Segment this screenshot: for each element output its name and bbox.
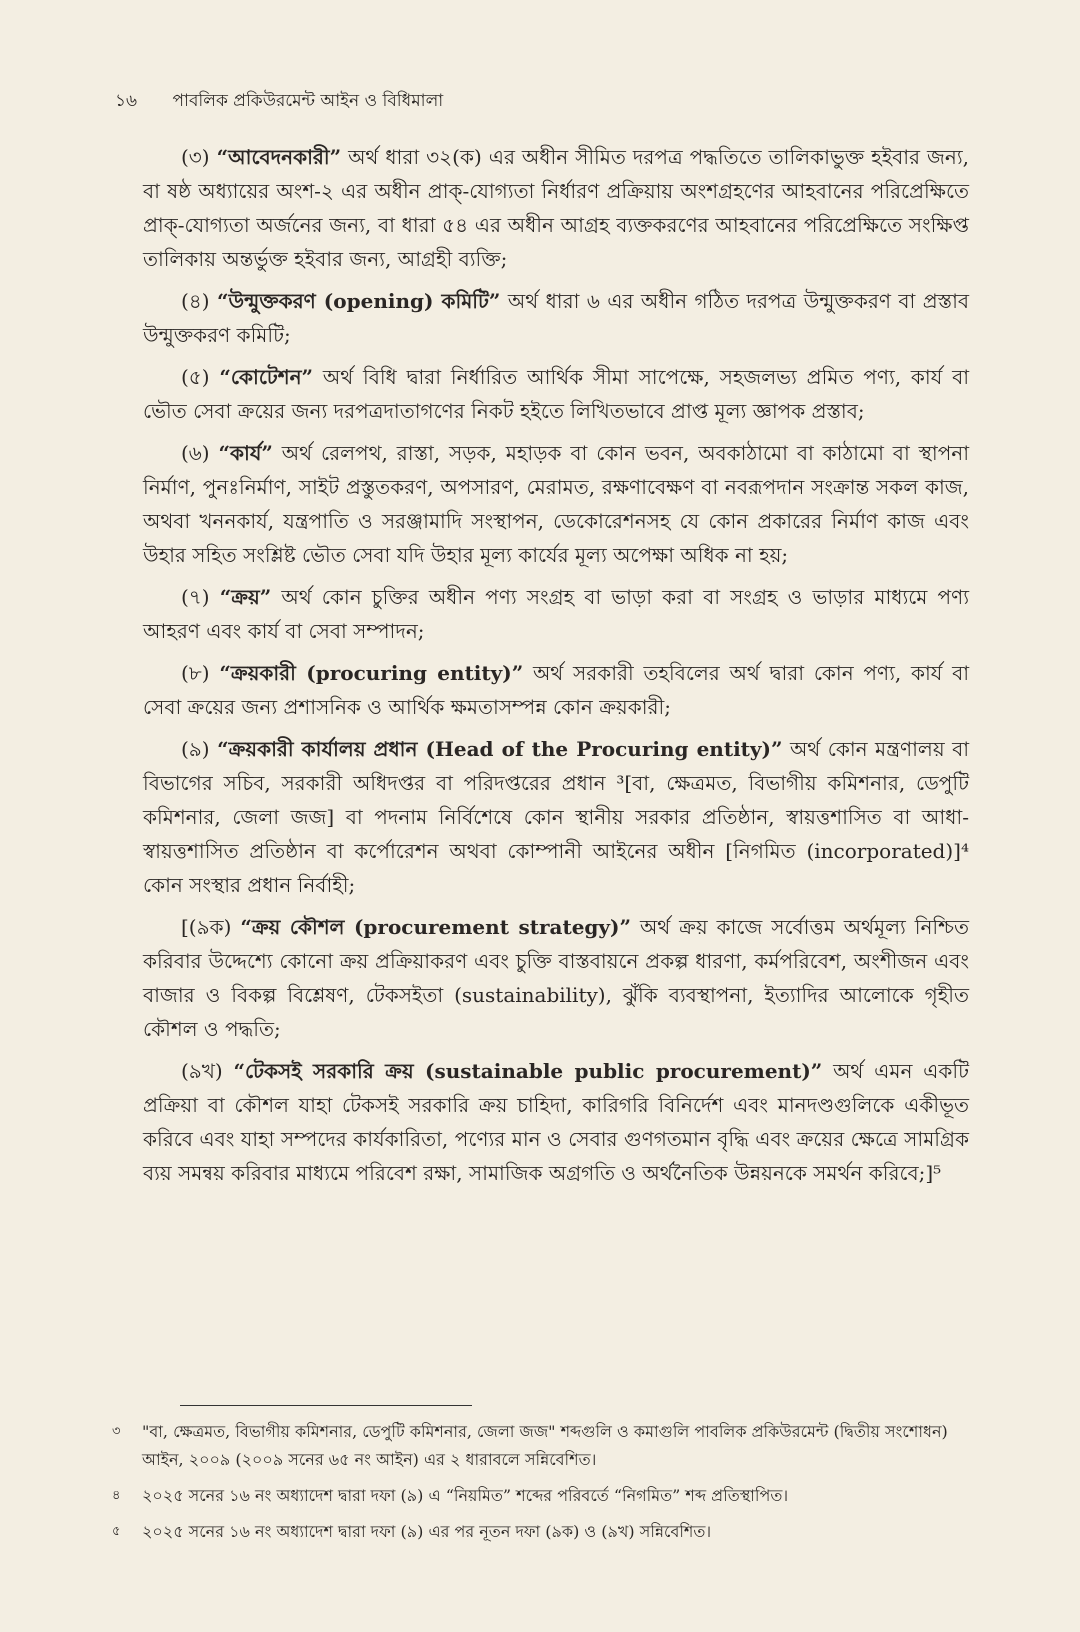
running-header [115,88,443,116]
defined-term: “ক্রয়” [219,585,272,609]
footnote-divider [180,1405,472,1406]
footnote-number: ৩ [112,1424,121,1439]
definition-8 [143,656,969,724]
footnote-number: ৫ [112,1524,121,1539]
definition-text: অর্থ রেলপথ, রাস্তা, সড়ক, মহাড়ক বা কোন ভবন, অবকাঠামো বা কাঠামো বা স্থাপনা নির্মাণ, পুনঃনির্মাণ, সাইট প্রস্তুতকরণ, অপসারণ, মেরামত, রক্ষণাবেক্ষণ বা নবরূপদান সংক্রান্ত সকল কাজ, অথবা খননকার্য, যন্ত্রপাতি ও সরঞ্জামাদি সংস্থাপন, ডেকোরেশনসহ যে কোন প্রকারের নির্মাণ কাজ এবং উহার সহিত সংশ্লিষ্ট ভৌত সেবা যদি উহার মূল্য কার্যের মূল্য অপেক্ষা অধিক না হয়; [143,441,970,567]
clause-number: (৯খ) [181,1059,223,1083]
clause-number: (৩) [181,145,210,169]
defined-term: “টেকসই সরকারি ক্রয় (sustainable public procurement)” [233,1059,823,1083]
footnote-text: "বা, ক্ষেত্রমত, বিভাগীয় কমিশনার, ডেপুটি কমিশনার, জেলা জজ" শব্দগুলি ও কমাগুলি পাবলিক প্রকিউরমেন্ট (দ্বিতীয় সংশোধন) আইন, ২০০৯ (২০০৯ সনের ৬৫ নং আইন) এর ২ ধারাবলে সন্নিবেশিত। [142,1422,948,1469]
clause-number: (৪) [181,289,210,313]
footnote [112,1418,972,1474]
clause-number: (৭) [181,585,210,609]
footnote [112,1482,972,1510]
definition-text: অর্থ এমন একটি প্রক্রিয়া বা কৌশল যাহা টেকসই সরকারি ক্রয় চাহিদা, কারিগরি বিনির্দেশ এবং মানদণ্ডগুলিকে একীভূত করিবে এবং যাহা সম্পদের কার্যকারিতা, পণ্যের মান ও সেবার গুণগতমান বৃদ্ধি এবং ক্রয়ের ক্ষেত্রে সামগ্রিক ব্যয় সমন্বয় করিবার মাধ্যমে পরিবেশ রক্ষা, সামাজিক অগ্রগতি ও অর্থনৈতিক উন্নয়নকে সমর্থন করিবে;]⁵ [143,1059,970,1185]
definition-text: অর্থ সরকারী তহবিলের অর্থ দ্বারা কোন পণ্য, কার্য বা সেবা ক্রয়ের জন্য প্রশাসনিক ও আর্থিক ক্ষমতাসম্পন্ন কোন ক্রয়কারী; [143,661,969,719]
definition-text: অর্থ কোন চুক্তির অধীন পণ্য সংগ্রহ বা ভাড়া করা বা সংগ্রহ ও ভাড়ার মাধ্যমে পণ্য আহরণ এবং কার্য বা সেবা সম্পাদন; [143,585,970,643]
defined-term: “আবেদনকারী” [216,145,342,169]
definition-text: অর্থ ধারা ৬ এর অধীন গঠিত দরপত্র উন্মুক্তকরণ বা প্রস্তাব উন্মুক্তকরণ কমিটি; [143,289,969,347]
definition-text: অর্থ ধারা ৩২(ক) এর অধীন সীমিত দরপত্র পদ্ধতিতে তালিকাভুক্ত হইবার জন্য, বা ষষ্ঠ অধ্যায়ের অংশ-২ এর অধীন প্রাক্-যোগ্যতা নির্ধারণ প্রক্রিয়ায় অংশগ্রহণের আহবানের পরিপ্রেক্ষিতে প্রাক্-যোগ্যতা অর্জনের জন্য, বা ধারা ৫৪ এর অধীন আগ্রহ ব্যক্তকরণের আহবানের পরিপ্রেক্ষিতে সংক্ষিপ্ত তালিকায় অন্তর্ভুক্ত হইবার জন্য, আগ্রহী ব্যক্তি; [143,145,969,271]
definition-3 [143,140,969,276]
definition-text: অর্থ বিধি দ্বারা নির্ধারিত আর্থিক সীমা সাপেক্ষে, সহজলভ্য প্রমিত পণ্য, কার্য বা ভৌত সেবা ক্রয়ের জন্য দরপত্রদাতাগণের নিকট হইতে লিখিতভাবে প্রাপ্ত মূল্য জ্ঞাপক প্রস্তাব; [143,365,969,423]
definition-text: অর্থ কোন মন্ত্রণালয় বা বিভাগের সচিব, সরকারী অধিদপ্তর বা পরিদপ্তরের প্রধান ³[বা, ক্ষেত্রমত, বিভাগীয় কমিশনার, ডেপুটি কমিশনার, জেলা জজ] বা পদনাম নির্বিশেষে কোন স্থানীয় সরকার প্রতিষ্ঠান, স্বায়ত্তশাসিত বা আধা-স্বায়ত্তশাসিত প্রতিষ্ঠান বা কর্পোরেশন অথবা কোম্পানী আইনের অধীন [নিগমিত (incorporated)]⁴ কোন সংস্থার প্রধান নির্বাহী; [143,737,969,897]
defined-term: “কোটেশন” [219,365,314,389]
defined-term: “কার্য” [218,441,273,465]
defined-term: “ক্রয় কৌশল (procurement strategy)” [240,915,632,939]
defined-term: “উন্মুক্তকরণ (opening) কমিটি” [217,289,501,313]
clause-number: (৯) [181,737,210,761]
clause-number: (৫) [181,365,210,389]
definition-5 [143,360,969,428]
footnote-text: ২০২৫ সনের ১৬ নং অধ্যাদেশ দ্বারা দফা (৯) এ “নিয়মিত” শব্দের পরিবর্তে “নিগমিত” শব্দ প্রতিস্থাপিত। [142,1486,789,1505]
footnote [112,1518,972,1546]
definition-9 [143,732,969,902]
footnote-number: ৪ [112,1488,121,1503]
page-number: ১৬ [115,91,138,111]
definition-6 [143,436,969,572]
footnotes [112,1418,972,1554]
definition-7 [143,580,969,648]
footnote-text: ২০২৫ সনের ১৬ নং অধ্যাদেশ দ্বারা দফা (৯) এর পর নূতন দফা (৯ক) ও (৯খ) সন্নিবেশিত। [142,1522,712,1541]
clause-number: (৬) [181,441,210,465]
clause-number: (৮) [181,661,210,685]
definition-9kha [143,1054,969,1190]
clause-number: [(৯ক) [181,915,232,939]
running-title: পাবলিক প্রকিউরমেন্ট আইন ও বিধিমালা [172,91,444,111]
defined-term: “ক্রয়কারী (procuring entity)” [219,661,524,685]
definition-4 [143,284,969,352]
defined-term: “ক্রয়কারী কার্যালয় প্রধান (Head of the Procuring entity)” [217,737,783,761]
definition-text: অর্থ ক্রয় কাজে সর্বোত্তম অর্থমূল্য নিশ্চিত করিবার উদ্দেশ্যে কোনো ক্রয় প্রক্রিয়াকরণ এবং চুক্তি বাস্তবায়নে প্রকল্প ধারণা, কর্মপরিবেশ, অংশীজন এবং বাজার ও বিকল্প বিশ্লেষণ, টেকসইতা (sustainability), ঝুঁকি ব্যবস্থাপনা, ইত্যাদির আলোকে গৃহীত কৌশল ও পদ্ধতি; [143,915,970,1041]
definitions-body [143,140,969,1198]
definition-9ka [143,910,969,1046]
